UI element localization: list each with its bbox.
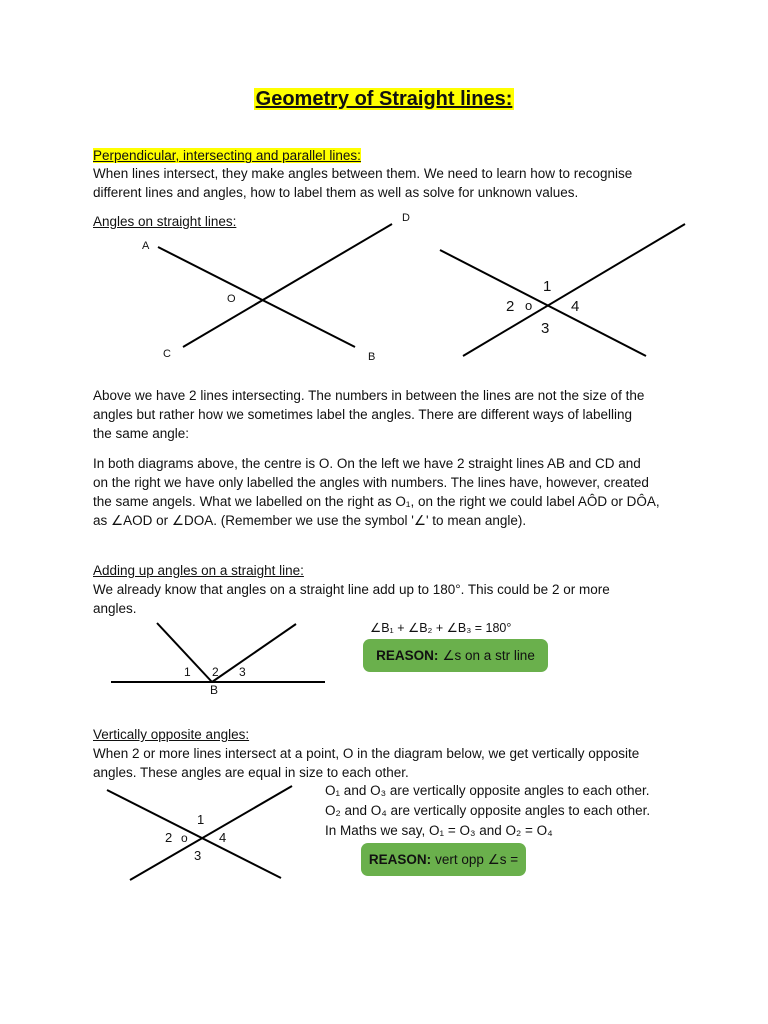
adding-angle-3: 3 (239, 665, 246, 679)
vertical-line-2: angles. These angles are equal in size to each other. (93, 765, 409, 780)
adding-angle-1: 1 (184, 665, 191, 679)
para2-line-4: as ∠AOD or ∠DOA. (Remember we use the symbol '∠' to mean angle). (93, 513, 527, 528)
label-c: C (163, 348, 171, 360)
ray-right (212, 624, 296, 682)
label-o: O (227, 293, 236, 305)
adding-line-2: angles. (93, 601, 137, 616)
line-ab (158, 247, 355, 347)
vert-angle-3: 3 (194, 848, 202, 863)
adding-heading-wrap (93, 561, 693, 581)
centre-label-o: o (525, 298, 533, 313)
vertical-fact-3: In Maths we say, O₁ = O₃ and O₂ = O₄ (325, 823, 553, 838)
angles-heading: Angles on straight lines: (93, 214, 237, 229)
vertical-heading: Vertically opposite angles: (93, 727, 250, 742)
angle-label-4: 4 (571, 298, 580, 315)
adding-point-b: B (210, 683, 219, 697)
para1-line-2: angles but rather how we sometimes label the angles. There are different ways of labelling (93, 407, 633, 422)
vert-angle-1: 1 (197, 812, 205, 827)
label-a: A (142, 240, 150, 252)
reason-box-vert-opp (361, 843, 526, 876)
line-right-2 (463, 224, 685, 356)
vertical-heading-wrap (93, 725, 693, 745)
vertical-fact-1: O₁ and O₃ are vertically opposite angles to each other. (325, 783, 650, 798)
para1-line-3: the same angle: (93, 426, 190, 441)
para1-line-1: Above we have 2 lines intersecting. The numbers in between the lines are not the size of the (93, 388, 645, 403)
page-title: Geometry of Straight lines: (255, 88, 513, 110)
reason-label: REASON: (368, 852, 432, 867)
vertical-fact-2: O₂ and O₄ are vertically opposite angles to each other. (325, 803, 651, 818)
vertical-line-1: When 2 or more lines intersect at a point, O in the diagram below, we get vertically opposite (93, 746, 640, 761)
line-cd (183, 224, 392, 347)
label-d: D (402, 212, 410, 224)
angle-sum-equation: ∠B₁ + ∠B₂ + ∠B₃ = 180° (370, 621, 512, 635)
adding-heading: Adding up angles on a straight line: (93, 563, 304, 578)
angle-label-3: 3 (541, 320, 550, 337)
vert-line-1 (107, 790, 281, 878)
reason-box-straight-line (363, 639, 548, 672)
reason-text: vert opp ∠s = (435, 851, 519, 867)
perpendicular-heading: Perpendicular, intersecting and parallel lines: (93, 148, 361, 163)
intro-line-1: When lines intersect, they make angles between them. We need to learn how to recognise (93, 166, 633, 181)
adding-line-1: We already know that angles on a straight line add up to 180°. This could be 2 or more (93, 582, 610, 597)
vert-angle-4: 4 (219, 830, 227, 845)
para2-line-3: the same angels. What we labelled on the right as O₁, on the right we could label AÔD or DÔA, (93, 494, 660, 509)
para2-line-2: on the right we have only labelled the angles with numbers. The lines have, however, created (93, 475, 649, 490)
vert-centre-o: o (181, 831, 188, 845)
angle-label-1: 1 (543, 278, 552, 295)
reason-label: REASON: (376, 648, 439, 663)
intro-line-2: different lines and angles, how to label them as well as solve for unknown values. (93, 185, 579, 200)
label-b: B (368, 351, 376, 363)
reason-text: ∠s on a str line (442, 647, 535, 663)
vert-line-2 (130, 786, 292, 880)
adding-angle-2: 2 (212, 665, 219, 679)
vert-angle-2: 2 (165, 830, 173, 845)
angle-label-2: 2 (506, 298, 515, 315)
para2-line-1: In both diagrams above, the centre is O. On the left we have 2 straight lines AB and CD and (93, 456, 641, 471)
